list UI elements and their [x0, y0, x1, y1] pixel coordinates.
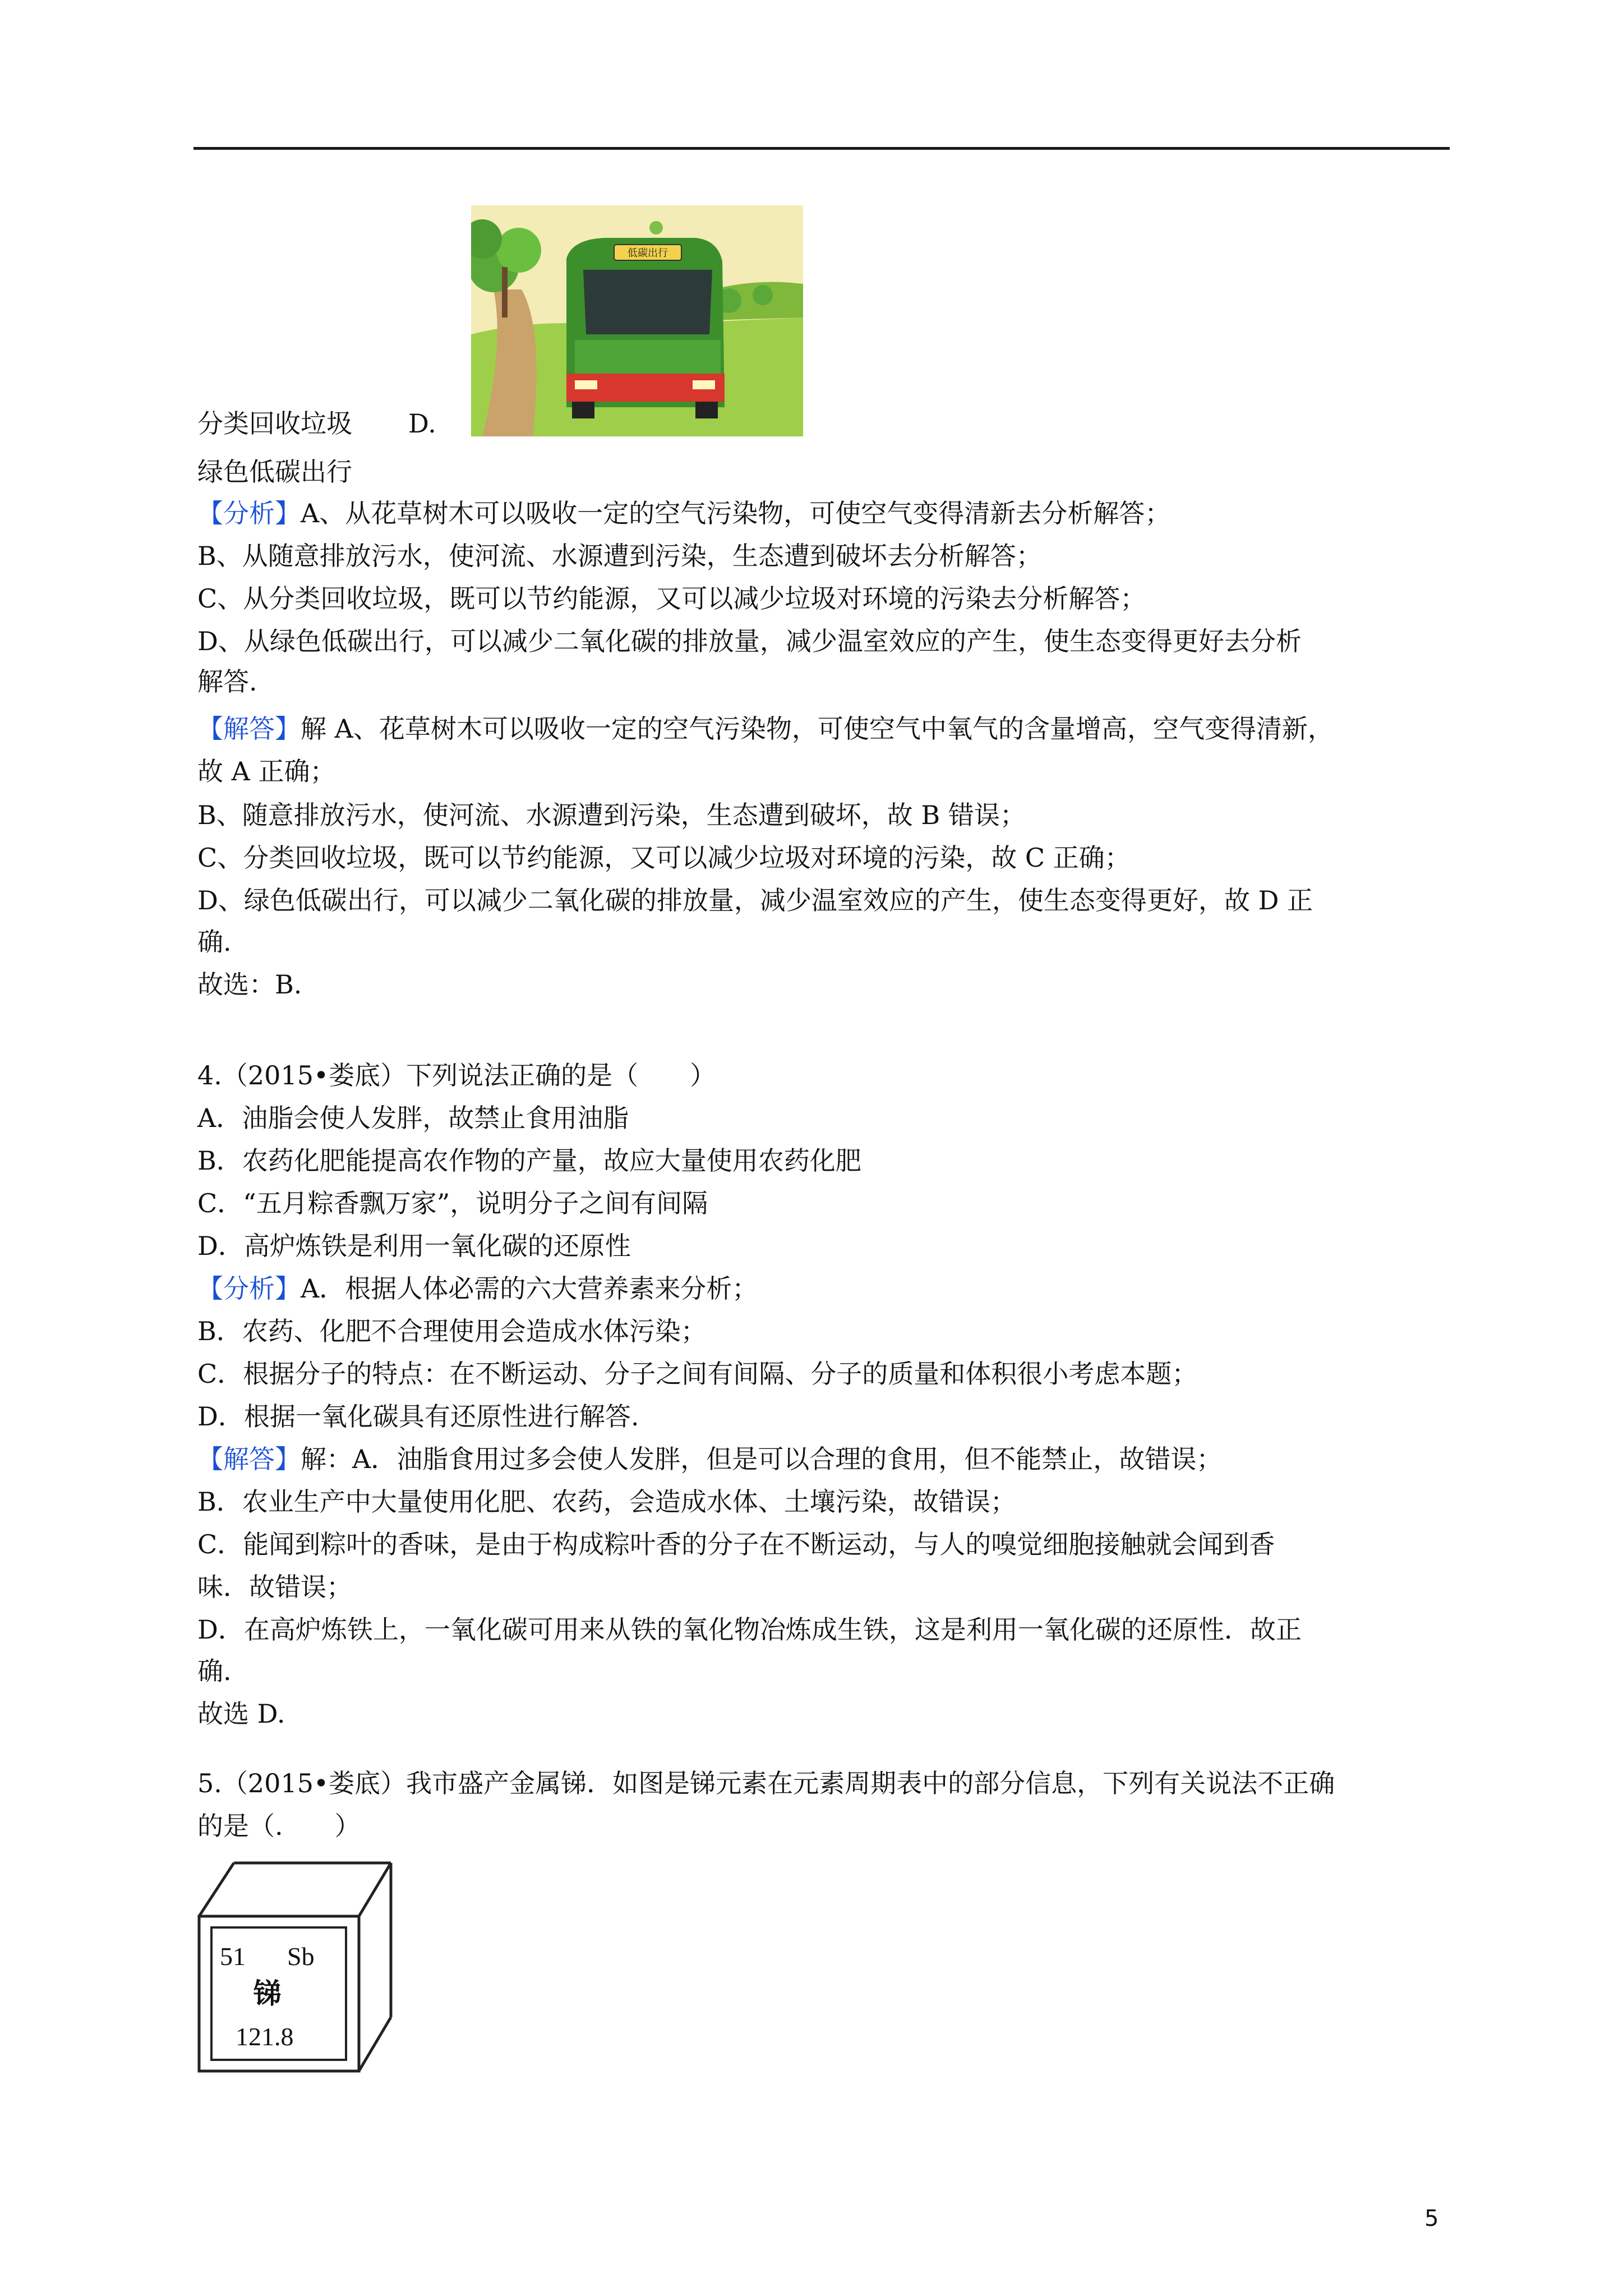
q4-answer-line-7: 故选 D.	[197, 1699, 285, 1729]
element-number: 51	[220, 1942, 246, 1971]
q3-analysis-line-2: B、从随意排放污水，使河流、水源遭到污染，生态遭到破坏去分析解答；	[197, 541, 1042, 571]
q3-option-d-marker: D.	[408, 408, 436, 439]
q3-answer-line-6: 确.	[197, 927, 232, 957]
element-symbol: Sb	[287, 1942, 315, 1971]
q4-answer-line-4: 味．故错误；	[197, 1572, 352, 1602]
q5-stem-line-1: 5.（2015•娄底）我市盛产金属锑．如图是锑元素在元素周期表中的部分信息，下列有关说法不正确	[197, 1768, 1335, 1798]
answer-tag: 【解答】	[197, 1444, 301, 1474]
element-mass: 121.8	[236, 2022, 294, 2051]
bus-sign: 低碳出行	[628, 247, 668, 259]
periodic-element-card	[197, 1860, 394, 2073]
q4-answer-line-6: 确.	[197, 1656, 232, 1686]
q4-answer-line-2: B．农业生产中大量使用化肥、农药，会造成水体、土壤污染，故错误；	[197, 1487, 1016, 1517]
q3-analysis-line-4: D、从绿色低碳出行，可以减少二氧化碳的排放量，减少温室效应的产生，使生态变得更好去分析	[197, 626, 1302, 656]
bus-icon	[566, 238, 725, 418]
analysis-tag: 【分析】	[197, 498, 301, 528]
q3-analysis-line-5: 解答.	[197, 666, 257, 697]
q3-option-c-label: 分类回收垃圾	[197, 408, 352, 439]
q4-option-b: B．农药化肥能提高农作物的产量，故应大量使用农药化肥	[197, 1145, 861, 1176]
page-number: 5	[1424, 2206, 1439, 2231]
green-bus-illustration	[471, 205, 803, 436]
q3-option-d-label: 绿色低碳出行	[197, 457, 352, 487]
q3-answer-line-4: C、分类回收垃圾，既可以节约能源，又可以减少垃圾对环境的污染，故 C 正确；	[197, 843, 1131, 873]
q3-analysis-line-3: C、从分类回收垃圾，既可以节约能源，又可以减少垃圾对环境的污染去分析解答；	[197, 583, 1146, 614]
header-rule	[193, 147, 1450, 150]
q4-option-d: D．高炉炼铁是利用一氧化碳的还原性	[197, 1231, 631, 1261]
q3-answer-line-3: B、随意排放污水，使河流、水源遭到污染，生态遭到破坏，故 B 错误；	[197, 800, 1026, 830]
q4-answer-line-3: C．能闻到粽叶的香味，是由于构成粽叶香的分子在不断运动，与人的嗅觉细胞接触就会闻到香	[197, 1529, 1275, 1559]
analysis-tag: 【分析】	[197, 1273, 301, 1304]
q3-answer-line-2: 故 A 正确；	[197, 756, 336, 786]
q4-analysis-line-1: 【分析】A．根据人体必需的六大营养素来分析；	[197, 1273, 758, 1304]
q3-analysis-line-1: 【分析】A、从花草树木可以吸收一定的空气污染物，可使空气变得清新去分析解答；	[197, 498, 1171, 528]
q4-option-c: C．“五月粽香飘万家”，说明分子之间有间隔	[197, 1188, 708, 1218]
q3-option-c-line	[197, 407, 436, 440]
q5-stem-line-2: 的是（. ）	[197, 1811, 361, 1841]
q4-answer-line-5: D．在高炉炼铁上，一氧化碳可用来从铁的氧化物冶炼成生铁，这是利用一氧化碳的还原性．故正	[197, 1614, 1302, 1645]
answer-tag: 【解答】	[197, 714, 301, 744]
q3-answer-line-7: 故选：B.	[197, 969, 302, 1000]
element-name: 锑	[253, 1978, 282, 2009]
q4-option-a: A．油脂会使人发胖，故禁止食用油脂	[197, 1103, 629, 1133]
q3-answer-line-5: D、绿色低碳出行，可以减少二氧化碳的排放量，减少温室效应的产生，使生态变得更好，故 D 正	[197, 885, 1313, 915]
q4-analysis-line-3: C．根据分子的特点：在不断运动、分子之间有间隔、分子的质量和体积很小考虑本题；	[197, 1359, 1198, 1389]
q4-answer-line-1: 【解答】解：A．油脂食用过多会使人发胖，但是可以合理的食用，但不能禁止，故错误；	[197, 1444, 1223, 1474]
q4-analysis-line-4: D．根据一氧化碳具有还原性进行解答.	[197, 1401, 639, 1432]
q3-answer-line-1: 【解答】解 A、花草树木可以吸收一定的空气污染物，可使空气中氧气的含量增高，空气变得清新，	[197, 714, 1334, 744]
q4-analysis-line-2: B．农药、化肥不合理使用会造成水体污染；	[197, 1316, 707, 1346]
q4-stem: 4.（2015•娄底）下列说法正确的是（ ）	[197, 1060, 716, 1091]
